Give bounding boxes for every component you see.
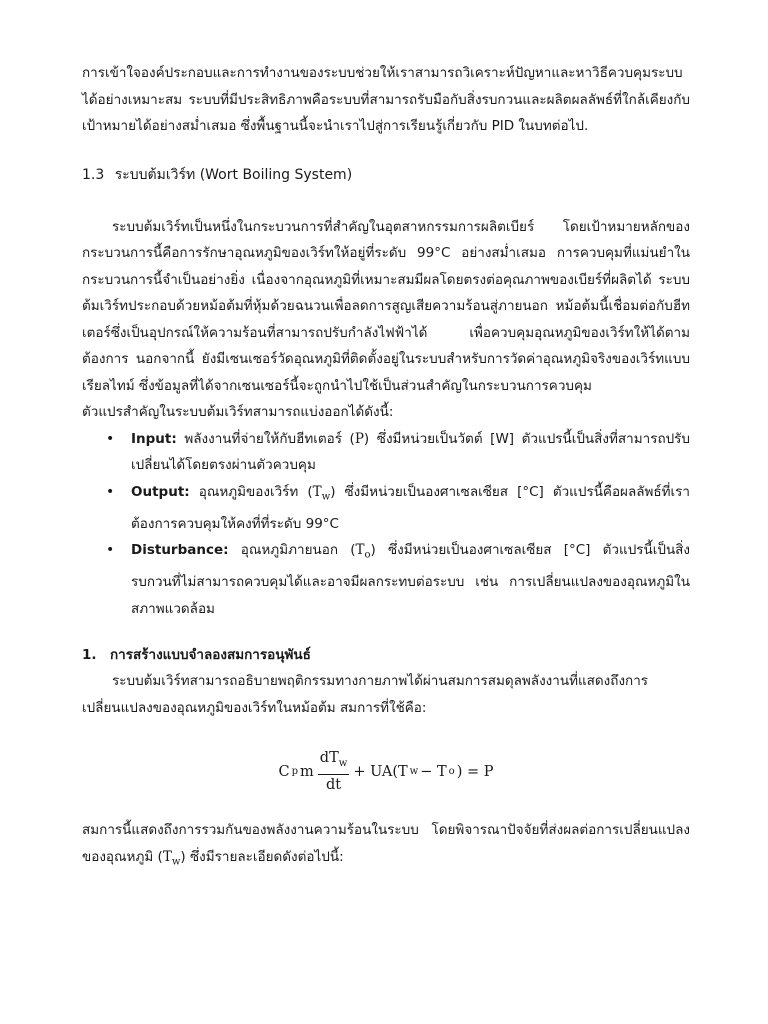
list-item: [106, 426, 690, 479]
eq-c-sub: p: [291, 766, 299, 778]
eq-to-sub: o: [448, 766, 455, 778]
variable-text-before: พลังงานที่จ่ายให้กับฮีทเตอร์ (: [184, 430, 355, 447]
variable-text-before: อุณหภูมิของเวิร์ท (: [198, 483, 313, 500]
variable-symbol: P: [354, 430, 364, 447]
variables-list: [82, 426, 690, 623]
bullet-icon: •: [106, 483, 115, 500]
variable-subscript: w: [321, 491, 331, 503]
variable-text-after: ) ซึ่งมีหน่วยเป็นองศาเซลเซียส [°C] ตัวแปรนี้คือผลลัพธ์ที่เราต้องการควบคุมให้คงที่ที่ระดับ 99°C: [131, 483, 690, 532]
variable-term: Output:: [131, 483, 190, 500]
eq-m: m: [300, 763, 314, 780]
body-paragraph: ระบบต้มเวิร์ทเป็นหนึ่งในกระบวนการที่สำคัญในอุตสาหกรรมการผลิตเบียร์ โดยเป้าหมายหลักของกระบวนการนี้คือการรักษาอุณหภูมิของเวิร์ทให้อยู่ที่ระดับ 99°C อย่างสม่ำเสมอ การควบคุมที่แม่นยำในกระบวนการนี้จำเป็นอย่างยิ่ง เนื่องจากอุณหภูมิที่เหมาะสมมีผลโดยตรงต่อคุณภาพของเบียร์ที่ผลิตได้ ระบบต้มเวิร์ทประกอบด้วยหม้อต้มที่หุ้มด้วยฉนวนเพื่อลดการสูญเสียความร้อนสู่ภายนอก หม้อต้มนี้เชื่อมต่อกับฮีทเตอร์ซึ่งเป็นอุปกรณ์ให้ความร้อนที่สามารถปรับกำลังไฟฟ้าได้ เพื่อควบคุมอุณหภูมิของเวิร์ทให้ได้ตามต้องการ นอกจากนี้ ยังมีเซนเซอร์วัดอุณหภูมิที่ติดตั้งอยู่ในระบบสำหรับการวัดค่าอุณหภูมิจริงของเวิร์ทแบบเรียลไทม์ ซึ่งข้อมูลที่ได้จากเซนเซอร์นี้จะถูกนำไปใช้เป็นส่วนสำคัญในกระบวนการควบคุม: [82, 218, 690, 394]
variable-subscript: o: [364, 549, 371, 561]
bullet-icon: •: [106, 430, 115, 447]
section-heading: [82, 162, 690, 188]
bullet-icon: •: [106, 542, 115, 559]
variable-symbol: T: [355, 542, 365, 559]
closing-subscript: w: [171, 856, 181, 868]
closing-symbol: T: [162, 848, 172, 865]
variable-text-after: ) ซึ่งมีหน่วยเป็นวัตต์ [W] ตัวแปรนี้เป็นสิ่งที่สามารถปรับเปลี่ยนได้โดยตรงผ่านตัวควบคุม: [131, 430, 691, 473]
eq-denominator: dt: [325, 777, 342, 794]
subsection-heading: [82, 642, 690, 668]
subsection-title: การสร้างแบบจำลองสมการอนุพันธ์: [110, 647, 311, 664]
eq-fraction: [318, 749, 350, 794]
eq-c: C: [278, 763, 290, 780]
section-number: 1.3: [82, 166, 105, 183]
eq-tw-sub: w: [409, 766, 419, 778]
variable-term: Input:: [131, 430, 177, 447]
eq-numerator: $dT_w$: [318, 749, 350, 775]
intro-paragraph: การเข้าใจองค์ประกอบและการทำงานของระบบช่วยให้เราสามารถวิเคราะห์ปัญหาและหาวิธีควบคุมระบบได้อย่างเหมาะสม ระบบที่มีประสิทธิภาพคือระบบที่สามารถรับมือกับสิ่งรบกวนและผลิตผลลัพธ์ที่ใกล้เคียงกับเป้าหมายได้อย่างสม่ำเสมอ ซึ่งพื้นฐานนี้จะนำเราไปสู่การเรียนรู้เกี่ยวกับ PID ในบทต่อไป.: [82, 65, 690, 134]
eq-rhs: ) = P: [456, 763, 494, 780]
variables-intro: ตัวแปรสำคัญในระบบต้มเวิร์ทสามารถแบ่งออกได้ดังนี้:: [82, 404, 394, 420]
variable-symbol: T: [312, 483, 322, 500]
list-item: [106, 479, 690, 538]
energy-balance-equation: [82, 749, 690, 795]
closing-paragraph: สมการนี้แสดงถึงการรวมกันของพลังงานความร้อนในระบบ โดยพิจารณาปัจจัยที่ส่งผลต่อการเปลี่ยนแปลงของอุณหภูมิ $(T_w)$ ซึ่งมีรายละเอียดดังต่อไปนี้:: [82, 822, 690, 868]
variable-text-after: ) ซึ่งมีหน่วยเป็นองศาเซลเซียส [°C] ตัวแปรนี้เป็นสิ่งรบกวนที่ไม่สามารถควบคุมได้และอาจมีผลกระทบต่อระบบ เช่น การเปลี่ยนแปลงของอุณหภูมิในสภาพแวดล้อม: [131, 542, 690, 617]
model-paragraph: ระบบต้มเวิร์ทสามารถอธิบายพฤติกรรมทางกายภาพได้ผ่านสมการสมดุลพลังงานที่แสดงถึงการเปลี่ยนแปลงของอุณหภูมิของเวิร์ทในหม้อต้ม สมการที่ใช้คือ:: [82, 673, 649, 716]
subsection-number: 1.: [82, 647, 97, 664]
eq-minus: − T: [420, 763, 447, 780]
variable-text-before: อุณหภูมิภายนอก (: [240, 542, 356, 559]
variable-term: Disturbance:: [131, 542, 229, 559]
eq-middle: + UA(T: [353, 763, 408, 780]
list-item: [106, 537, 690, 622]
section-title: ระบบต้มเวิร์ท (Wort Boiling System): [114, 166, 353, 183]
